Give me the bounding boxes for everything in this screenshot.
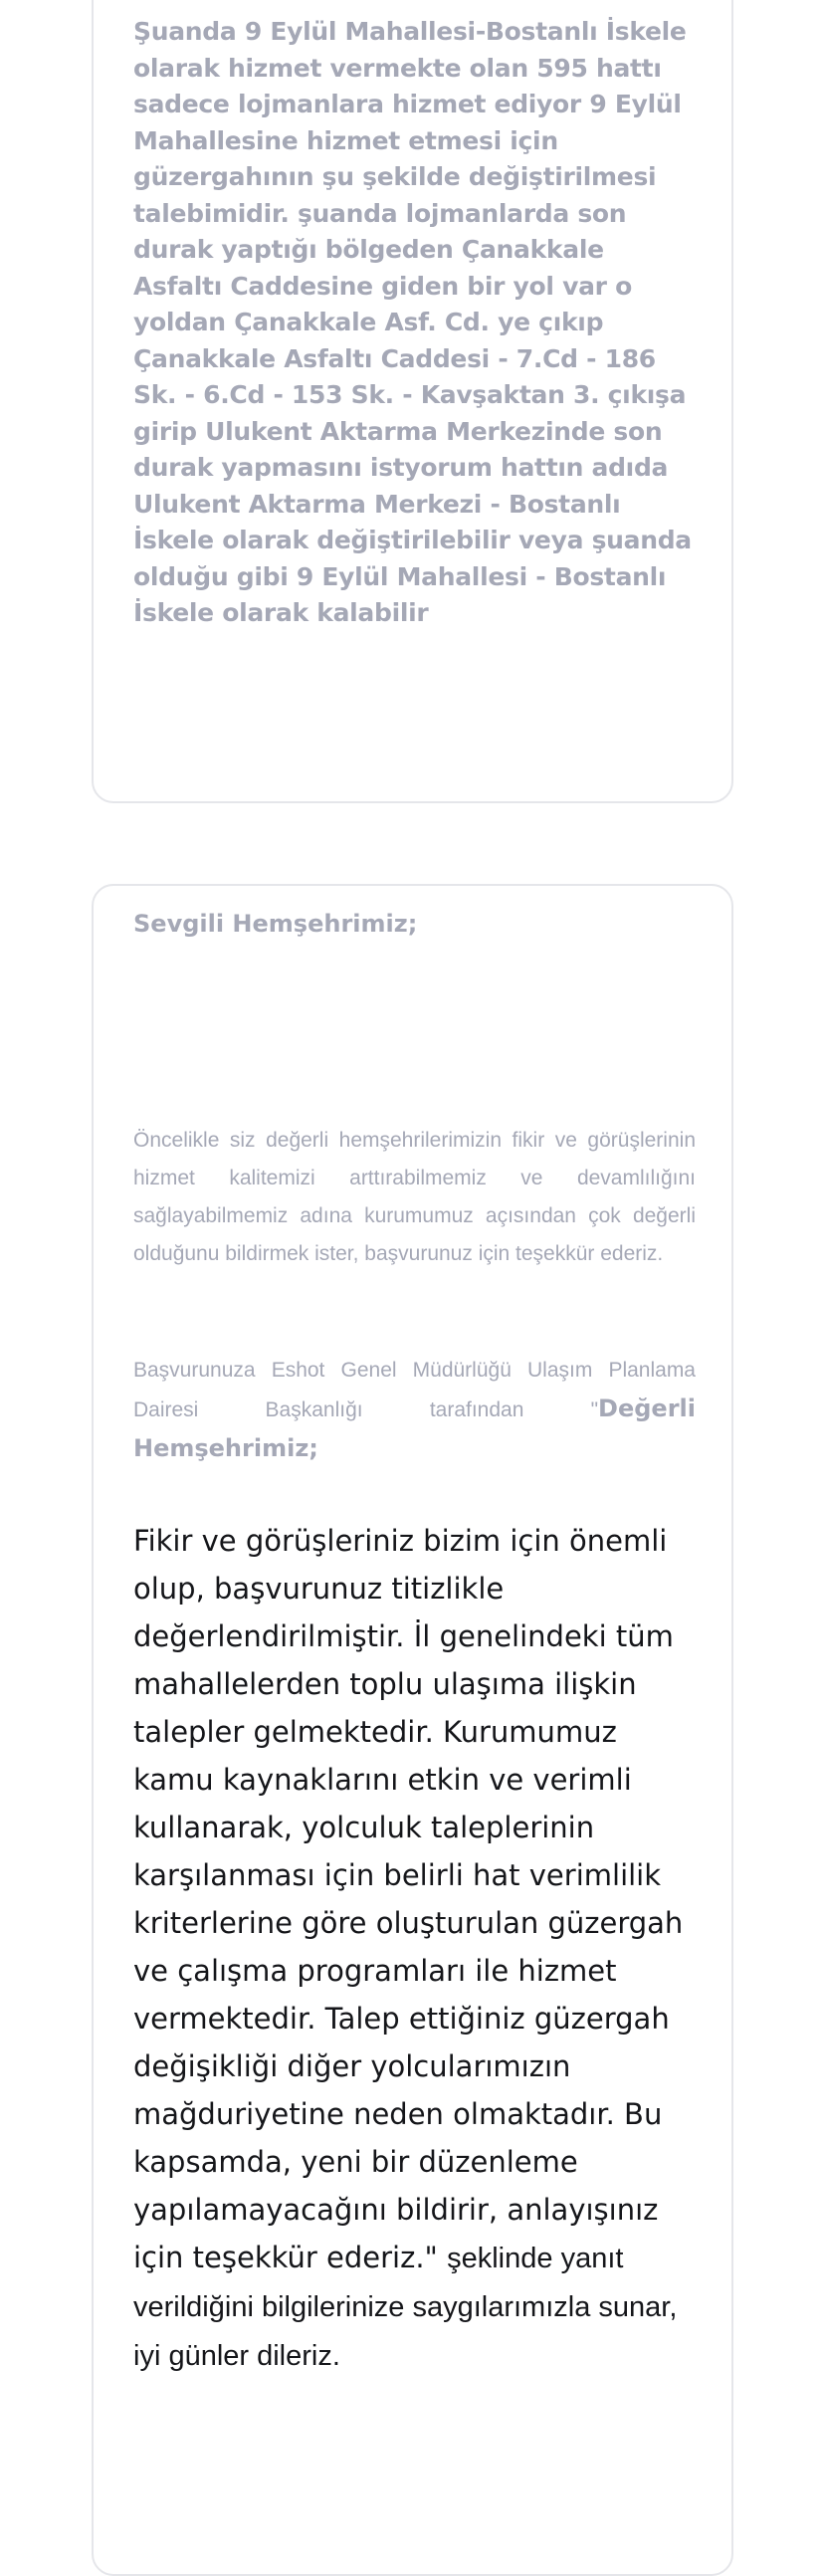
complaint-text: Şuanda 9 Eylül Mahallesi-Bostanlı İskele olarak hizmet vermekte olan 595 hattı sadece lojmanlara hizmet ediyor 9 Eylül Mahallesine hizmet etmesi için güzergahının şu şekilde değiştirilmesi talebimidir. şuanda lojmanlarda son durak yaptığı bölgeden Çanakkale Asfaltı Caddesine giden bir yol var o yoldan Çanakkale Asf. Cd. ye çıkıp Çanakkale Asfaltı Caddesi - 7.Cd - 186 Sk. - 6.Cd - 153 Sk. - Kavşaktan 3. çıkışa girip Ulukent Aktarma Merkezinde son durak yapmasını istyorum hattın adıda Ulukent Aktarma Merkezi - Bostanlı İskele olarak değiştirilebilir veya şuanda olduğu gibi 9 Eylül Mahallesi - Bostanlı İskele olarak kalabilir [133,17,692,627]
reply-answer-paragraph [133,1517,701,2380]
complaint-card [92,0,733,803]
reply-referral-lead: Başvurunuza Eshot Genel Müdürlüğü Ulaşım Planlama Dairesi Başkanlığı tarafından " [133,1359,696,1421]
reply-closing-text: şeklinde yanıt verildiğini bilgilerinize saygılarımızla sunar, iyi günler dileriz. [133,2243,678,2372]
reply-referral-emphasis: Değerli Hemşehrimiz; [133,1395,696,1462]
reply-referral-paragraph [133,1352,696,1469]
reply-answer-text: Fikir ve görüşleriniz bizim için önemli olup, başvurunuz titizlikle değerlendirilmiştir. İl genelindeki tüm mahallelerden toplu ulaşıma ilişkin talepler gelmektedir. Kurumumuz kamu kaynaklarını etkin ve verimli kullanarak, yolculuk taleplerinin karşılanması için belirli hat verimlilik kriterlerine göre oluşturulan güzergah ve çalışma programları ile hizmet vermektedir. Talep ettiğiniz güzergah değişikliği diğer yolcularımızın mağduriyetine neden olmaktadır. Bu kapsamda, yeni bir düzenleme yapılamayacağını bildirir, anlayışınız için teşekkür ederiz." [133,1524,684,2274]
reply-card [92,884,733,2576]
reply-greeting: Sevgili Hemşehrimiz; [133,910,418,938]
reply-intro-paragraph: Öncelikle siz değerli hemşehrilerimizin fikir ve görüşlerinin hizmet kalitemizi arttırabilmemiz ve devamlılığını sağlayabilmemiz adına kurumumuz açısından çok değerli olduğunu bildirmek ister, başvurunuz için teşekkür ederiz. [133,1129,696,1265]
